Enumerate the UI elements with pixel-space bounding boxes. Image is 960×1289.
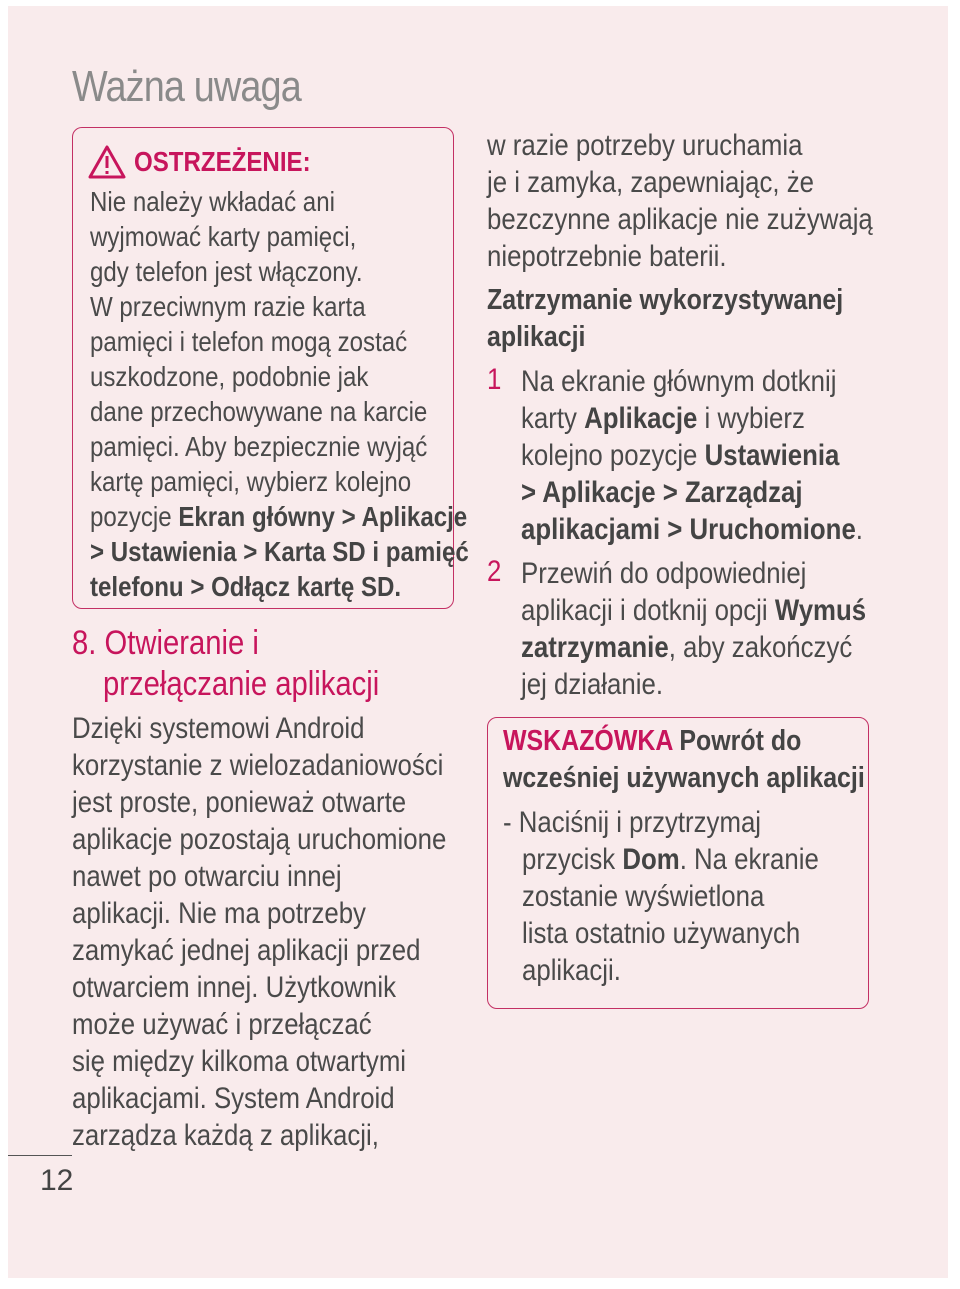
warning-triangle-icon	[88, 145, 126, 179]
step-line: jej działanie.	[521, 668, 663, 701]
tip-text: . Na ekranie	[679, 843, 819, 876]
body-line: zamykać jednej aplikacji przed	[72, 934, 421, 967]
step-number: 2	[487, 555, 502, 588]
page-title: Ważna uwaga	[72, 62, 301, 111]
body-line: w razie potrzeby uruchamia	[487, 129, 803, 162]
tip-heading-line2: wcześniej używanych aplikacji	[503, 762, 865, 794]
warning-line	[90, 499, 467, 534]
section-heading	[72, 623, 429, 705]
step-text: aplikacji i dotknij opcji	[521, 594, 775, 627]
tip-heading-text: Powrót do	[672, 725, 802, 757]
body-line: otwarciem innej. Użytkownik	[72, 971, 397, 1004]
step-line: Na ekranie głównym dotknij	[521, 365, 837, 398]
body-line: korzystanie z wielozadaniowości	[72, 749, 444, 782]
warning-line: pamięci. Aby bezpiecznie wyjąć	[90, 431, 428, 462]
body-line: bezczynne aplikacje nie zużywają	[487, 203, 873, 236]
section-title-2: przełączanie aplikacji	[102, 665, 380, 703]
tip-line: lista ostatnio używanych	[522, 917, 801, 950]
warning-line: W przeciwnym razie karta	[90, 291, 366, 322]
tip-heading	[503, 723, 801, 760]
warning-heading	[88, 145, 339, 179]
step-text: .	[855, 513, 863, 546]
tip-line	[522, 841, 819, 878]
body-line: niepotrzebnie baterii.	[487, 240, 727, 273]
subheading: Zatrzymanie wykorzystywanej	[487, 284, 844, 316]
warning-line: Nie należy wkładać ani	[90, 186, 335, 217]
footer-rule	[8, 1155, 72, 1156]
body-line: Dzięki systemowi Android	[72, 712, 365, 745]
section-title-1: Otwieranie i	[104, 624, 259, 662]
section-heading-line1	[72, 623, 379, 664]
body-line: się między kilkoma otwartymi	[72, 1045, 407, 1078]
body-line: aplikacji. Nie ma potrzeby	[72, 897, 366, 930]
body-line: je i zamyka, zapewniając, że	[487, 166, 814, 199]
body-line: zarządza każdą z aplikacji,	[72, 1119, 379, 1152]
body-line: nawet po otwarciu innej	[72, 860, 342, 893]
step-number: 1	[487, 363, 502, 396]
tip-line: - Naciśnij i przytrzymaj	[503, 806, 762, 839]
warning-line: wyjmować karty pamięci,	[90, 221, 357, 252]
step-line	[521, 400, 805, 437]
menu-path: Ekran główny > Aplikacje	[178, 501, 468, 532]
step-line	[521, 437, 839, 474]
step-text: , aby zakończyć	[668, 631, 853, 664]
subheading: aplikacji	[487, 321, 586, 353]
step-line	[521, 592, 866, 629]
warning-line: pamięci i telefon mogą zostać	[90, 326, 408, 357]
menu-item-name: Ustawienia	[704, 439, 840, 472]
body-line: aplikacje pozostają uruchomione	[72, 823, 447, 856]
warning-heading-text: OSTRZEŻENIE:	[134, 146, 311, 177]
tip-line: aplikacji.	[522, 954, 621, 987]
body-line: jest proste, ponieważ otwarte	[72, 786, 407, 819]
warning-line: gdy telefon jest włączony.	[90, 256, 363, 287]
tip-line: zostanie wyświetlona	[522, 880, 765, 913]
option-name: Wymuś	[774, 594, 867, 627]
step-text: kolejno pozycje	[521, 439, 705, 472]
menu-path: aplikacjami > Uruchomione	[521, 513, 856, 546]
warning-line: uszkodzone, podobnie jak	[90, 361, 369, 392]
menu-item-name: Aplikacje	[584, 402, 698, 435]
menu-path: > Ustawienia > Karta SD i pamięć	[90, 536, 469, 567]
step-line: Przewiń do odpowiedniej	[521, 557, 807, 590]
warning-line-prefix: pozycje	[90, 501, 179, 532]
section-number: 8.	[72, 624, 97, 662]
tip-text: przycisk	[522, 843, 623, 876]
step-text: i wybierz	[697, 402, 805, 435]
step-text: karty	[521, 402, 585, 435]
page-number: 12	[40, 1164, 74, 1197]
warning-line: kartę pamięci, wybierz kolejno	[90, 466, 412, 497]
menu-path: telefonu > Odłącz kartę SD.	[90, 571, 402, 602]
tip-label: WSKAZÓWKA	[503, 725, 673, 757]
menu-path: > Aplikacje > Zarządzaj	[521, 476, 803, 509]
button-name: Dom	[622, 843, 680, 876]
step-line	[521, 629, 852, 666]
body-line: może używać i przełączać	[72, 1008, 372, 1041]
body-line: aplikacjami. System Android	[72, 1082, 395, 1115]
option-name: zatrzymanie	[521, 631, 669, 664]
warning-line: dane przechowywane na karcie	[90, 396, 428, 427]
step-line	[521, 511, 863, 548]
